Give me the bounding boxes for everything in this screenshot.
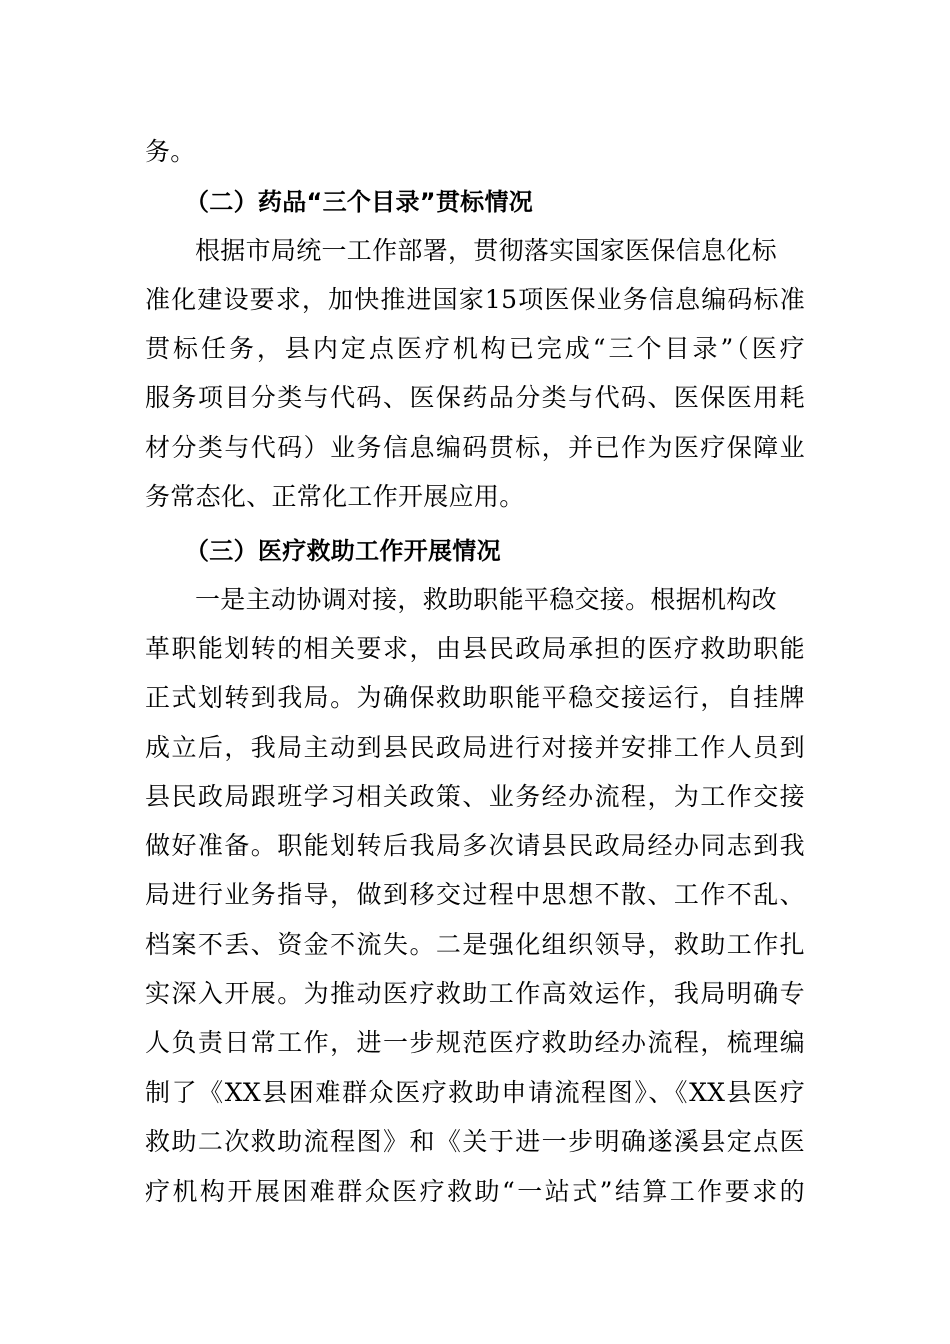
paragraph-line: 做好准备。职能划转后我局多次请县民政局经办同志到我 [145, 831, 805, 860]
paragraph-line: 成立后，我局主动到县民政局进行对接并安排工作人员到 [145, 733, 805, 762]
paragraph-line: 疗机构开展困难群众医疗救助“一站式”结算工作要求的 [145, 1177, 805, 1206]
paragraph-line: 人负责日常工作，进一步规范医疗救助经办流程，梳理编 [145, 1028, 805, 1057]
paragraph-line: 根据市局统一工作部署，贯彻落实国家医保信息化标 [195, 236, 777, 265]
paragraph-line: 档案不丢、资金不流失。二是强化组织领导，救助工作扎 [145, 930, 805, 959]
paragraph-line: 制了《XX县困难群众医疗救助申请流程图》、《XX县医疗 [145, 1078, 805, 1107]
paragraph-line: 贯标任务，县内定点医疗机构已完成“三个目录”（医疗 [145, 334, 805, 363]
section-heading: （三）医疗救助工作开展情况 [185, 537, 501, 565]
paragraph-line: 材分类与代码）业务信息编码贯标，并已作为医疗保障业 [145, 433, 805, 462]
paragraph-line: 县民政局跟班学习相关政策、业务经办流程，为工作交接 [145, 782, 805, 811]
paragraph-line: 局进行业务指导，做到移交过程中思想不散、工作不乱、 [145, 880, 805, 909]
paragraph-line: 一是主动协调对接，救助职能平稳交接。根据机构改 [195, 585, 777, 614]
section-heading: （二）药品“三个目录”贯标情况 [185, 188, 534, 216]
paragraph-line: 务常态化、正常化工作开展应用。 [145, 482, 525, 511]
paragraph-line: 准化建设要求，加快推进国家15项医保业务信息编码标准 [145, 285, 805, 314]
paragraph-line: 救助二次救助流程图》和《关于进一步明确遂溪县定点医 [145, 1127, 805, 1156]
paragraph-line: 革职能划转的相关要求，由县民政局承担的医疗救助职能 [145, 634, 805, 663]
paragraph-line: 务。 [145, 137, 196, 166]
paragraph-line: 正式划转到我局。为确保救助职能平稳交接运行，自挂牌 [145, 683, 805, 712]
paragraph-line: 实深入开展。为推动医疗救助工作高效运作，我局明确专 [145, 979, 805, 1008]
paragraph-line: 服务项目分类与代码、医保药品分类与代码、医保医用耗 [145, 383, 805, 412]
